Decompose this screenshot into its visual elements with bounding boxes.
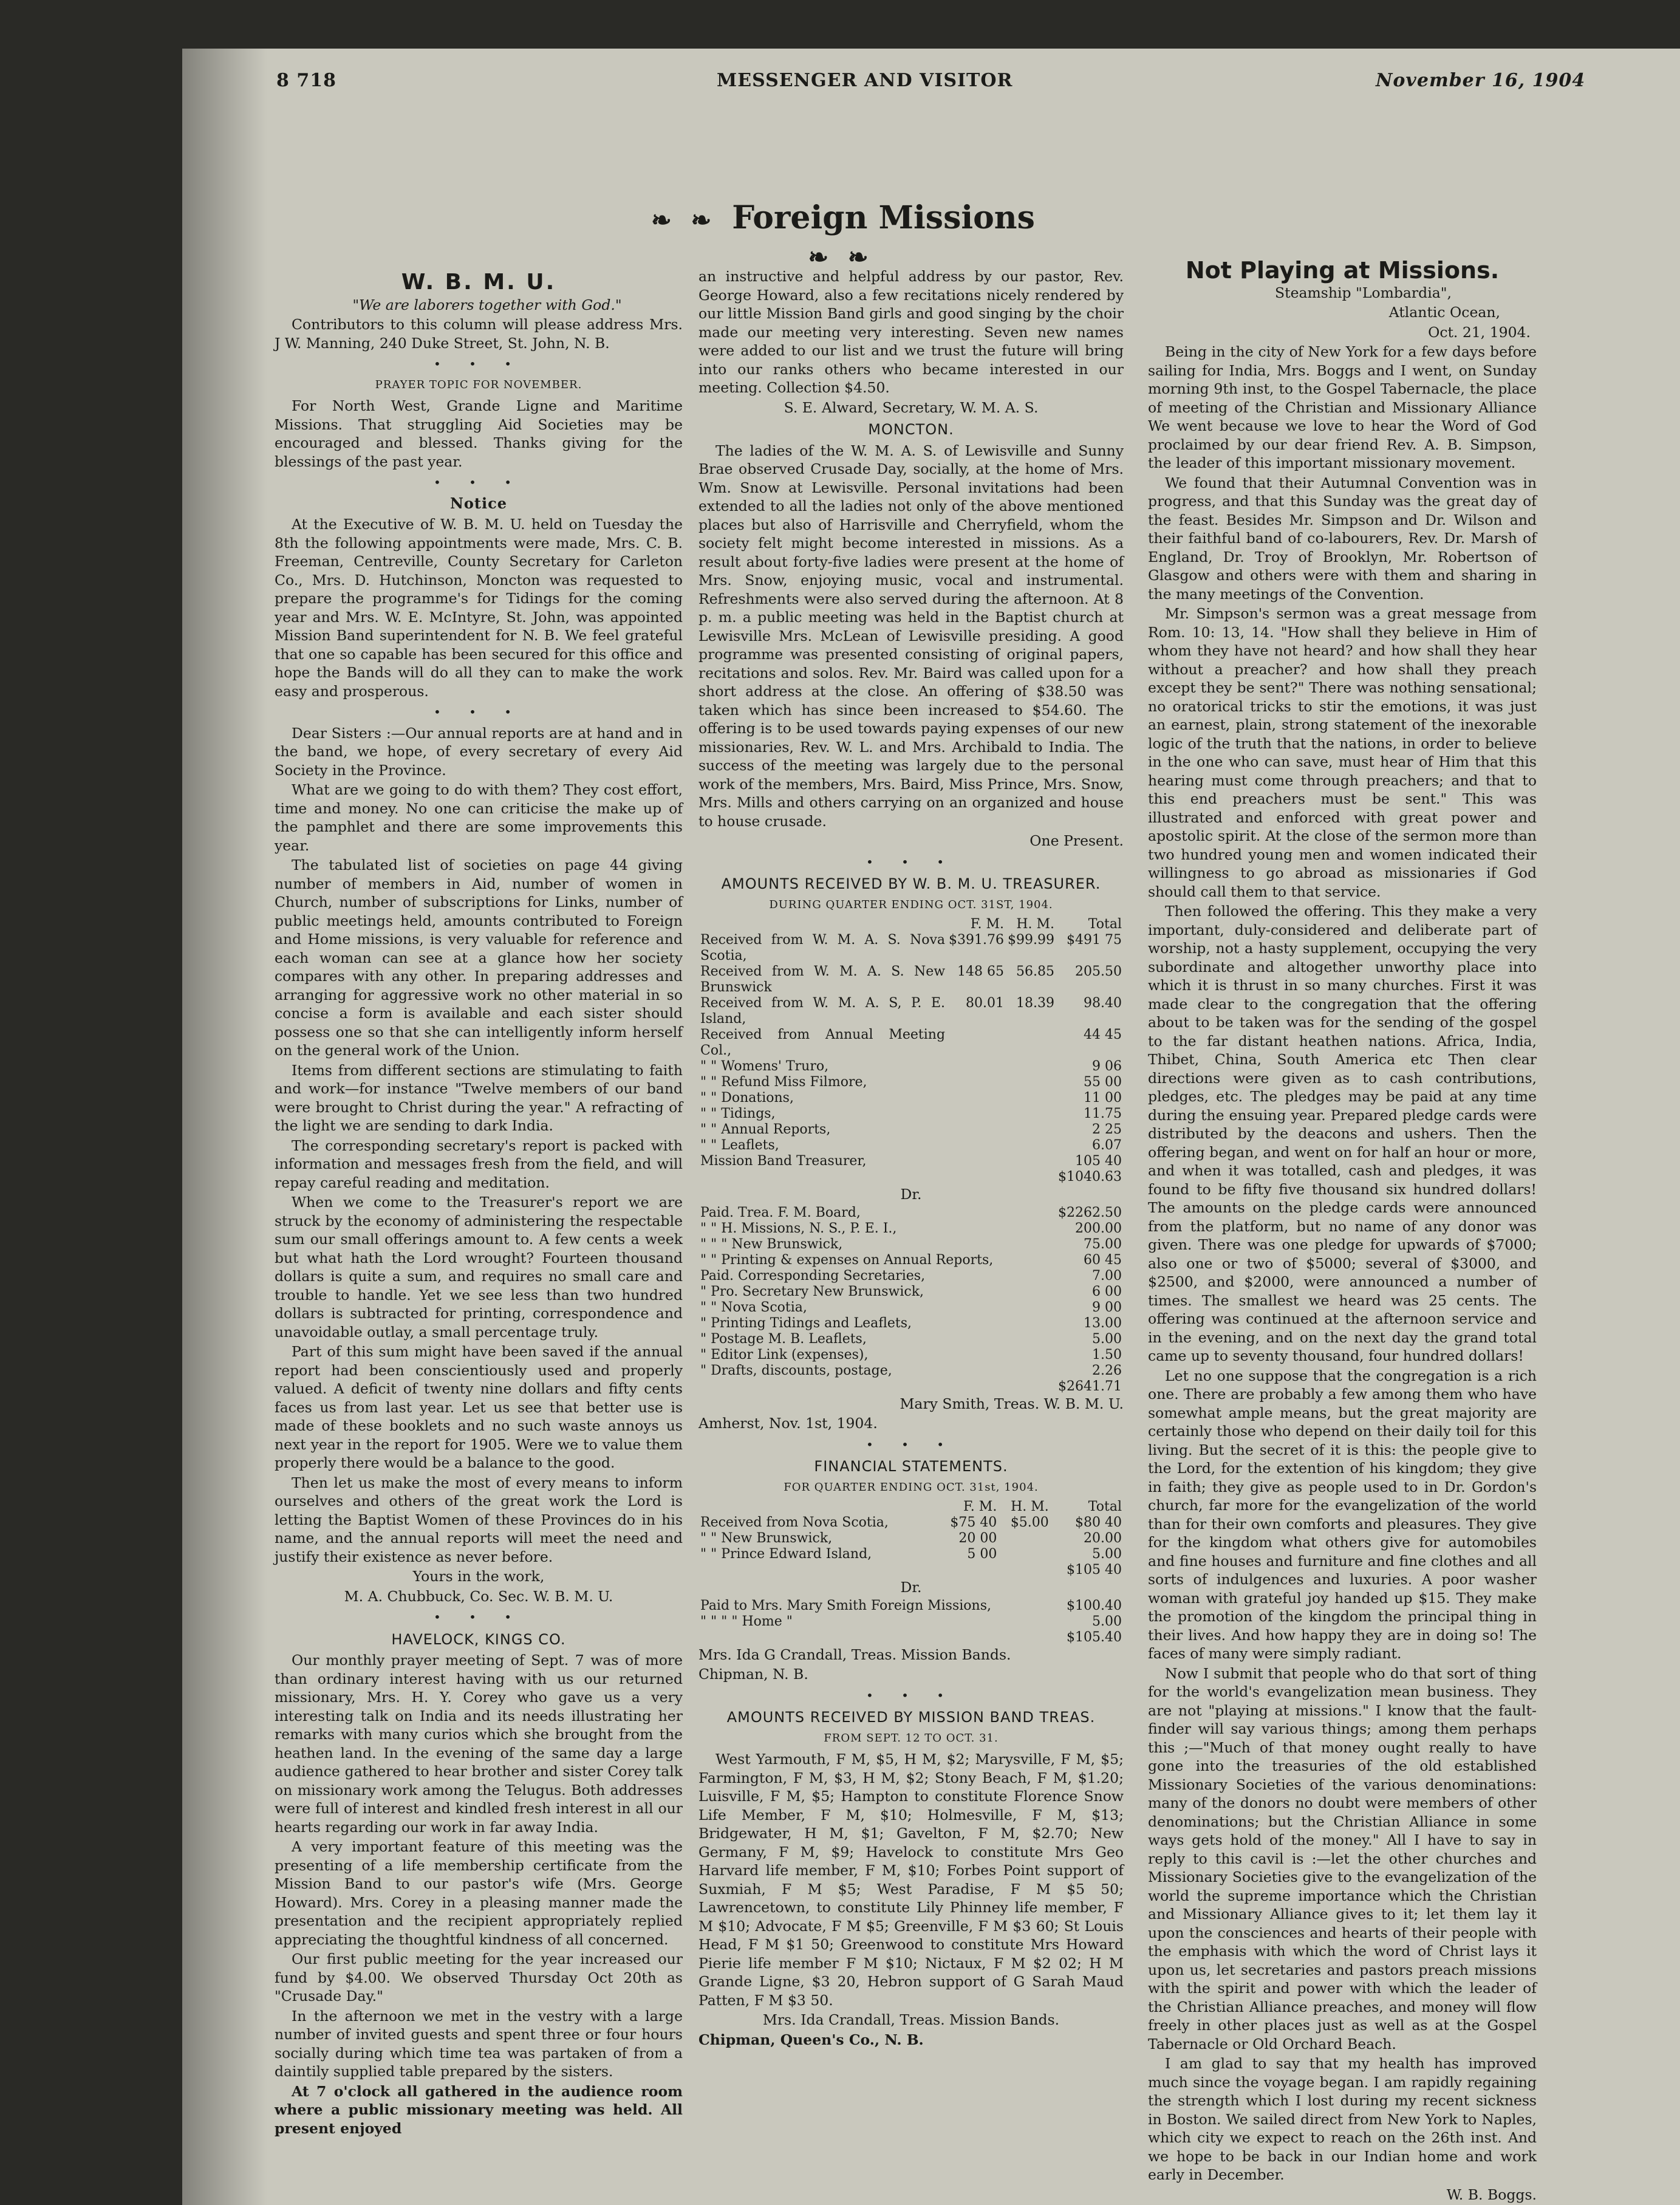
- table-row: [698, 1138, 1124, 1154]
- wbmu-paragraph: Dear Sisters :—Our annual reports are at hand and in the band, we hope, of every secretary of every Aid Society in the Province.: [275, 724, 683, 779]
- column-three: [1148, 257, 1537, 2205]
- column-header: H. M.: [1016, 917, 1055, 932]
- row-label: " Drafts, discounts, postage,: [700, 1362, 892, 1378]
- table-row: [698, 1598, 1124, 1614]
- financial-subtitle: FOR QUARTER ENDING OCT. 31st, 1904.: [784, 1480, 1039, 1494]
- amount-cell: [947, 1154, 1006, 1169]
- amount-cell: 5.00: [1092, 1547, 1122, 1562]
- ornament-icon: ❧: [848, 243, 869, 272]
- section-title: Foreign Missions: [732, 199, 1035, 236]
- table-total-row: [698, 1169, 1124, 1185]
- amount-cell: [1006, 1154, 1056, 1169]
- amount-cell: 11 00: [1084, 1090, 1122, 1106]
- article-paragraph: Let no one suppose that the congregation is a rich one. There are probably a few among them who have somewhat ample means, but the great majority are certainly those who depend on their daily toil for this living. But the secret of it is this: the people give to the Lord, for the extention of his kingdom; they give in faith; they give as people used to in Dr. Gordon's church, far more for the evangelization of the world than for their own comforts and pleasures. They give for the kingdom what others give for automobiles and fine houses and furniture and fine clothes and all sorts of indulgences and luxuries. A poor washer woman with grateful joy handed up $15. They make the promotion of the kingdom the principal thing in their lives. And how happy they are in doing so! The faces of many were simply radiant.: [1148, 1367, 1537, 1662]
- notice-heading: Notice: [449, 494, 508, 512]
- row-label: " Postage M. B. Leaflets,: [700, 1331, 867, 1347]
- amount-cell: 5.00: [1092, 1331, 1122, 1347]
- amount-cell: 105 40: [1075, 1154, 1122, 1169]
- row-label: " " Annual Reports,: [700, 1122, 831, 1137]
- ornament-icon: ❧: [651, 206, 672, 234]
- bands-title: AMOUNTS RECEIVED BY MISSION BAND TREAS.: [726, 1709, 1096, 1726]
- table-row: [698, 1614, 1124, 1630]
- amount-cell: $391.76: [949, 932, 1005, 948]
- moncton-title: MONCTON.: [868, 421, 954, 438]
- article-title: Not Playing at Missions.: [1185, 257, 1500, 284]
- table-row: [698, 996, 1124, 1027]
- amount-cell: [947, 1027, 1006, 1059]
- amount-cell: 2.26: [1092, 1362, 1122, 1378]
- page-number: 8 718: [276, 70, 336, 91]
- amount-cell: 9 00: [1092, 1299, 1122, 1315]
- table-row: [698, 1347, 1124, 1363]
- row-label: Paid. Corresponding Secretaries,: [700, 1268, 926, 1284]
- havelock-title: HAVELOCK, KINGS CO.: [391, 1630, 566, 1648]
- ornament-icon: ❧: [808, 243, 828, 272]
- amount-cell: 6.07: [1092, 1138, 1122, 1153]
- row-label: Received from W. M. A. S. New Brunswick: [700, 964, 946, 995]
- table-header-row: [698, 917, 1124, 932]
- table-row: [698, 1531, 1124, 1547]
- table-row: [698, 1300, 1124, 1316]
- table-row: [698, 1284, 1124, 1300]
- havelock-signature: S. E. Alward, Secretary, W. M. A. S.: [784, 398, 1039, 416]
- treasurer-place: Amherst, Nov. 1st, 1904.: [698, 1415, 878, 1432]
- wbmu-contrib: Contributors to this column will please address Mrs. J W. Manning, 240 Duke Street, St. John, N. B.: [275, 316, 683, 352]
- column-header: F. M.: [970, 917, 1005, 932]
- divider: • • •: [433, 475, 524, 490]
- amount-cell: 7.00: [1092, 1268, 1122, 1284]
- article-paragraph: Being in the city of New York for a few days before sailing for India, Mrs. Boggs and I went, on Sunday morning 9th inst, to the Gospel Tabernacle, the place of meeting of the Christian and Missionary Alliance We went because we love to hear the Word of God proclaimed by our dear friend Rev. A. B. Simpson, the leader of this important missionary movement.: [1148, 343, 1537, 471]
- table-row: [698, 964, 1124, 996]
- amount-cell: [1006, 1138, 1056, 1154]
- table-row: [698, 1268, 1124, 1284]
- amount-cell: 9 06: [1092, 1059, 1122, 1074]
- moncton-signature: One Present.: [1030, 832, 1124, 849]
- divider: • • •: [433, 705, 524, 719]
- amount-cell: 20.00: [1084, 1531, 1122, 1546]
- row-label: " " New Brunswick,: [700, 1531, 833, 1546]
- article-paragraph: We found that their Autumnal Convention was in progress, and that this Sunday was the great day of the feast. Besides Mr. Simpson and Dr. Wilson and their faithful band of co-labourers, Rev. Dr. Marsh of England, Dr. Troy of Brooklyn, Mr. Robertson of Glasgow and others were with them and sharing in the many meetings of the Convention.: [1148, 474, 1537, 603]
- table-row: [698, 1075, 1124, 1090]
- havelock-paragraph: At 7 o'clock all gathered in the audience room where a public missionary meeting was held. All present enjoyed: [275, 2082, 683, 2137]
- row-label: Received from Annual Meeting Col.,: [700, 1027, 946, 1058]
- article-paragraph: I am glad to say that my health has improved much since the voyage began. I am rapidly regaining the strength which I lost during my recent sickness in Boston. We sailed direct from New York to Naples, which city we expect to reach on the 26th inst. And we hope to be back in our Indian home and work early in December.: [1148, 2055, 1537, 2183]
- amount-cell: 80.01: [966, 996, 1005, 1011]
- amount-cell: 55 00: [1084, 1075, 1122, 1090]
- row-label: " Editor Link (expenses),: [700, 1347, 869, 1362]
- amount-cell: [947, 1106, 1006, 1122]
- article-signature: W. B. Boggs.: [1446, 2186, 1537, 2203]
- table-row: [698, 1363, 1124, 1379]
- notice-text: At the Executive of W. B. M. U. held on Tuesday the 8th the following appointments were made, Mrs. C. B. Freeman, Centreville, County Secretary for Carleton Co., Mrs. D. Hutchinson, Moncton was requested to prepare the programme's for Tidings for the coming year and Mrs. W. E. McIntyre, St. John, was appointed Mission Band superintendent for N. B. We feel grateful that one so capable has been secured for this office and hope the Bands will do all they can to make the work easy and prosperous.: [275, 516, 683, 700]
- financial-payments-table: [698, 1598, 1124, 1646]
- amount-cell: [947, 1075, 1006, 1090]
- treasurer-title: AMOUNTS RECEIVED BY W. B. M. U. TREASURER.: [721, 875, 1101, 892]
- amount-cell: [1006, 1122, 1056, 1138]
- amount-cell: [1006, 1075, 1056, 1090]
- table-row: [698, 1237, 1124, 1253]
- table-row: [698, 932, 1124, 964]
- table-row: [698, 1154, 1124, 1169]
- dateline: Atlantic Ocean,: [1388, 304, 1500, 321]
- havelock-continued: an instructive and helpful address by our pastor, Rev. George Howard, also a few recitations nicely rendered by our little Mission Band girls and good singing by the choir made our meeting very interesting. Seven new names were added to our list and we trust the future will bring into our ranks others who became interested in our meeting. Collection $4.50.: [698, 268, 1124, 396]
- treasurer-receipts-table: [698, 917, 1124, 1185]
- divider: • • •: [433, 1610, 524, 1624]
- table-row: [698, 1059, 1124, 1075]
- row-label: " " Leaflets,: [700, 1138, 779, 1153]
- amount-cell: [999, 1547, 1050, 1562]
- wbmu-paragraph: Then let us make the most of every means to inform ourselves and others of the great work the Lord is letting the Baptist Women of these Provinces do in his name, and the annual reports will meet the need and justify their existence as never before.: [275, 1474, 683, 1565]
- amount-cell: $2262.50: [1058, 1205, 1122, 1220]
- amount-cell: $75 40: [950, 1515, 997, 1530]
- column-header: F. M.: [963, 1499, 997, 1514]
- amount-cell: 205.50: [1075, 964, 1122, 979]
- bands-list: West Yarmouth, F M, $5, H M, $2; Marysville, F M, $5; Farmington, F M, $3, H M, $2; Stony Beach, F M, $1.20; Luisville, F M, $5; Hampton to constitute Florence Snow Life Member, F M, $10; Holmesville, F M, $13; Bridgewater, H M, $1; Gavelton, F M, $2.70; New Germany, F M, $9; Havelock to constitute Mrs Geo Harvard life member, F M, $10; Forbes Point support of Suxmiah, F M $5; West Paradise, F M $5 50; Lawrencetown, to constitute Lily Phinney life member, F M $10; Advocate, F M $5; Greenville, F M $3 60; St Louis Head, F M $1 50; Greenwood to constitute Mrs Howard Pierie life member F M $10; Nictaux, F M $2 02; H M Grande Ligne, $3 20, Hebron support of G Sarah Maud Patten, F M $3 50.: [698, 1751, 1124, 2009]
- amount-cell: $100.40: [1067, 1598, 1122, 1613]
- amount-cell: 56.85: [1016, 964, 1055, 979]
- amount-cell: 1.50: [1092, 1347, 1122, 1362]
- table-row: [698, 1106, 1124, 1122]
- table-total-row: [698, 1379, 1124, 1395]
- wbmu-signoff: Yours in the work,: [412, 1568, 545, 1585]
- row-label: " Printing Tidings and Leaflets,: [700, 1315, 912, 1331]
- divider: • • •: [866, 1687, 957, 1703]
- amount-cell: 200.00: [1075, 1220, 1122, 1236]
- row-label: " " Printing & expenses on Annual Reports,: [700, 1252, 994, 1268]
- amount-cell: 44 45: [1084, 1027, 1122, 1042]
- bands-place: Chipman, Queen's Co., N. B.: [698, 2031, 924, 2048]
- wbmu-paragraph: When we come to the Treasurer's report we are struck by the economy of administering the respectable sum our small offerings amount to. A few cents a week but what hath the Lord wrought? Fourteen thousand dollars is quite a sum, and requires no small care and trouble to handle. Yet we see less than two hundred dollars is subtracted for printing, correspondence and unavoidable outlay, a small percentage truly.: [275, 1194, 683, 1341]
- row-label: Mission Band Treasurer,: [700, 1154, 867, 1169]
- wbmu-paragraph: What are we going to do with them? They cost effort, time and money. No one can criticise the make up of the pamphlet and there are some improvements this year.: [275, 781, 683, 854]
- table-row: [698, 1332, 1124, 1347]
- row-label: " " Nova Scotia,: [700, 1299, 807, 1315]
- bands-signature: Mrs. Ida Crandall, Treas. Mission Bands.: [762, 2011, 1060, 2028]
- amount-cell: [947, 1138, 1006, 1154]
- row-label: " " Tidings,: [700, 1106, 776, 1121]
- amount-cell: [947, 1059, 1006, 1075]
- row-label: " " Refund Miss Filmore,: [700, 1075, 867, 1090]
- financial-receipts-table: [698, 1499, 1124, 1578]
- row-label: Received from Nova Scotia,: [700, 1515, 889, 1530]
- article-paragraph: Now I submit that people who do that sort of thing for the world's evangelization mean business. They are not "playing at missions." I know that the fault-finder will say various things; among them perhaps this ;—"Much of that money ought really to have gone into the treasuries of the old established Missionary Societies of the various denominations: many of the donors no doubt were members of other denominations; but the Christian Alliance in some ways gets hold of the money." All I have to say in reply to this cavil is :—let the other churches and Missionary Societies give to the evangelization of the world the supreme importance which the Christian and Missionary Alliance gives to it; let them lay it upon the consciences and hearts of their people with the emphasis with which the word of Christ lays it upon us, let secretaries and pastors preach missions with the spirit and power with which the leader of the Christian Alliance preaches, and money will flow freely in other places just as well as at the Gospel Tabernacle or Old Orchard Beach.: [1148, 1664, 1537, 2053]
- total-cell: $2641.71: [1058, 1378, 1122, 1394]
- havelock-paragraph: Our monthly prayer meeting of Sept. 7 was of more than ordinary interest having with us our returned missionary, Mrs. H. Y. Corey who gave us a very interesting talk on India and its needs illustrating her remarks with many curios which she brought from the heathen land. In the evening of the same day a large audience gathered to hear brother and sister Corey talk on missionary work among the Telugus. Both addresses were full of interest and kindled fresh interest in all our hearts regarding our work in far away India.: [275, 1652, 683, 1836]
- amount-cell: 148 65: [957, 964, 1005, 979]
- table-header-row: [698, 1499, 1124, 1515]
- moncton-paragraph: The ladies of the W. M. A. S. of Lewisville and Sunny Brae observed Crusade Day, socially, at the home of Mrs. Wm. Snow at Lewisville. Personal invitations had been extended to all the ladies not only of the above mentioned places but also of Harrisville and Cherryfield, whom the society felt might become interested in missions. As a result about forty-five ladies were present at the home of Mrs. Snow, enjoying music, vocal and instrumental. Refreshments were also served during the afternoon. At 8 p. m. a public meeting was held in the Baptist church at Lewisville Mrs. McLean of Lewisville presiding. A good programme was presented consisting of original papers, recitations and solos. Rev. Mr. Baird was called upon for a short address at the close. An offering of $38.50 was taken which has since been increased to $54.60. The offering is to be used towards paying expenses of our new missionaries, Rev. W. L. and Mrs. Archibald to India. The success of the meeting was largely due to the personal work of the members, Mrs. Baird, Miss Prince, Mrs. Snow, Mrs. Mills and others carrying on an organized and house to house crusade.: [698, 442, 1124, 830]
- issue-date: November 16, 1904: [1376, 70, 1586, 91]
- amount-cell: 5 00: [967, 1547, 997, 1562]
- table-row: [698, 1090, 1124, 1106]
- column-header: Total: [1088, 917, 1122, 932]
- bands-subtitle: FROM SEPT. 12 TO OCT. 31.: [824, 1731, 999, 1745]
- total-cell: $105.40: [1067, 1629, 1122, 1645]
- table-row: [698, 1515, 1124, 1531]
- wbmu-motto: "We are laborers together with God.": [352, 296, 622, 313]
- table-row: [698, 1122, 1124, 1138]
- dateline: Oct. 21, 1904.: [1428, 323, 1531, 341]
- article-paragraph: Then followed the offering. This they make a very important, duly-considered and deliberate part of worship, not a hasty supplement, occupying the very subordinate and altogether unworthy place into which it is thrust in so many churches. First it was made clear to the congregation that the offering about to be taken was for the sending of the gospel to the far distant heathen nations. Africa, India, Thibet, China, South America etc Then clear directions were given as to cash contributions, pledges, etc. The pledges may be paid at any time during the ensuing year. Prepared pledge cards were distributed by the deacons and ushers. Then the offering began, and went on for half an hour or more, and when it was totalled, cash and pledges, it was found to be fifty five thousand six hundred dollars! The amounts on the pledge cards were announced from the platform, but no name of any donor was given. There was one pledge for upwards of $7000; also one or two of $5000; several of $3000, and $2500, and $2000, were announced a number of times. The smallest we heard was 25 cents. The offering was continued at the afternoon service and in the evening, and on the next day the grand total came up to seventy thousand, four hundred dollars!: [1148, 903, 1537, 1364]
- row-label: Received from W. M. A. S, P. E. Island,: [700, 996, 946, 1027]
- divider: • • •: [866, 1437, 957, 1452]
- row-label: Paid to Mrs. Mary Smith Foreign Missions,: [700, 1598, 991, 1613]
- masthead: MESSENGER AND VISITOR: [717, 70, 1013, 91]
- financial-signature: Mrs. Ida G Crandall, Treas. Mission Bands.: [698, 1646, 1011, 1663]
- row-label: " " Donations,: [700, 1090, 794, 1106]
- dr-label: Dr.: [900, 1186, 922, 1203]
- amount-cell: 5.00: [1092, 1613, 1122, 1629]
- total-cell: $105 40: [1067, 1562, 1122, 1578]
- row-label: " " " New Brunswick,: [700, 1236, 843, 1252]
- amount-cell: [1006, 1106, 1056, 1122]
- ornament-icon: ❧: [691, 206, 712, 234]
- wbmu-signature: M. A. Chubbuck, Co. Sec. W. B. M. U.: [344, 1587, 613, 1605]
- amount-cell: $99.99: [1008, 932, 1055, 948]
- wbmu-paragraph: Part of this sum might have been saved if the annual report had been conscientiously used and properly valued. A deficit of twenty nine dollars and fifty cents faces us from last year. Let us see that better use is made of these booklets and no such waste annoys us next year in the report for 1905. Were we to value them properly there would be a balance to the good.: [275, 1343, 683, 1471]
- amount-cell: $5.00: [1010, 1515, 1049, 1530]
- column-one: [275, 261, 683, 2139]
- amount-cell: 75.00: [1084, 1236, 1122, 1252]
- table-total-row: [698, 1562, 1124, 1578]
- row-label: " " Womens' Truro,: [700, 1059, 829, 1074]
- amount-cell: 60 45: [1084, 1252, 1122, 1268]
- prayer-text: For North West, Grande Ligne and Maritime Missions. That struggling Aid Societies may be encouraged and blessed. Thanks giving for the blessings of the past year.: [275, 397, 683, 470]
- amount-cell: $80 40: [1075, 1515, 1122, 1530]
- total-cell: $1040.63: [1058, 1169, 1122, 1185]
- row-label: " " Prince Edward Island,: [700, 1547, 872, 1562]
- prayer-heading: PRAYER TOPIC FOR NOVEMBER.: [375, 378, 582, 391]
- row-label: Paid. Trea. F. M. Board,: [700, 1205, 861, 1220]
- table-row: [698, 1027, 1124, 1059]
- row-label: " " H. Missions, N. S., P. E. I.,: [700, 1220, 897, 1236]
- treasurer-signature: Mary Smith, Treas. W. B. M. U.: [900, 1395, 1124, 1412]
- amount-cell: 18.39: [1016, 996, 1055, 1011]
- wbmu-paragraph: Items from different sections are stimulating to faith and work—for instance "Twelve members of our band were brought to Christ during the year." A refracting of the light we are sending to dark India.: [275, 1061, 683, 1134]
- row-label: " " " " Home ": [700, 1613, 793, 1629]
- column-header: H. M.: [1011, 1499, 1049, 1514]
- treasurer-payments-table: [698, 1205, 1124, 1395]
- table-row: [698, 1316, 1124, 1332]
- divider: • • •: [433, 357, 524, 371]
- wbmu-paragraph: The tabulated list of societies on page 44 giving number of members in Aid, number of women in Church, number of subscriptions for Links, number of public meetings held, amounts contributed to Foreign and Home missions, is very valuable for reference and each woman can see at a glance how her society compares with any other. In preparing addresses and arranging for aggressive work no other material in so concise a form is available and each sister should possess one so that she can intelligently inform herself on the general work of the Union.: [275, 856, 683, 1059]
- column-two: [698, 267, 1124, 2050]
- table-row: [698, 1221, 1124, 1237]
- article-paragraph: Mr. Simpson's sermon was a great message from Rom. 10: 13, 14. "How shall they believe in Him of whom they have not heard? and how shall they hear without a preacher? and how shall they preach except they be sent?" There was nothing sensational; no oratorical tricks to stir the emotions, it was just an earnest, plain, strong statement of the inexorable logic of the truth that the nations, in order to believe in the one who can save, must hear of Him that this hearing must come through preachers; and that to this end preachers must be sent." This was illustrated and enforced with great power and apostolic spirit. At the close of the sermon more than two hundred young men and women indicated their willingness to go abroad as missionaries if God should call them to that service.: [1148, 605, 1537, 900]
- row-label: " Pro. Secretary New Brunswick,: [700, 1284, 924, 1299]
- table-row: [698, 1253, 1124, 1268]
- amount-cell: [1006, 1059, 1056, 1075]
- amount-cell: 6 00: [1092, 1284, 1122, 1299]
- financial-place: Chipman, N. B.: [698, 1666, 808, 1683]
- table-total-row: [698, 1630, 1124, 1646]
- havelock-paragraph: A very important feature of this meeting was the presenting of a life membership certificate from the Mission Band to our pastor's wife (Mrs. George Howard). Mrs. Corey in a pleasing manner made the presentation and the recipient appropriately replied appreciating the thoughtful kindness of all concerned.: [275, 1838, 683, 1948]
- column-header: Total: [1088, 1499, 1122, 1514]
- amount-cell: [1006, 1027, 1056, 1059]
- wbmu-title: W. B. M. U.: [401, 270, 556, 295]
- amount-cell: [947, 1090, 1006, 1106]
- table-row: [698, 1547, 1124, 1562]
- wbmu-paragraph: The corresponding secretary's report is packed with information and messages fresh from the field, and will repay careful reading and meditation.: [275, 1137, 683, 1191]
- havelock-paragraph: Our first public meeting for the year increased our fund by $4.00. We observed Thursday Oct 20th as "Crusade Day.": [275, 1950, 683, 2005]
- amount-cell: 13.00: [1084, 1315, 1122, 1331]
- amount-cell: 2 25: [1092, 1122, 1122, 1137]
- amount-cell: 20 00: [958, 1531, 997, 1546]
- amount-cell: [999, 1531, 1050, 1547]
- amount-cell: 98.40: [1084, 996, 1122, 1011]
- dateline: Steamship "Lombardia",: [1275, 284, 1452, 301]
- amount-cell: 11.75: [1084, 1106, 1122, 1121]
- amount-cell: [947, 1122, 1006, 1138]
- amount-cell: $491 75: [1067, 932, 1122, 948]
- financial-title: FINANCIAL STATEMENTS.: [814, 1458, 1008, 1475]
- divider: • • •: [866, 854, 957, 869]
- havelock-paragraph: In the afternoon we met in the vestry with a large number of invited guests and spent three or four hours socially during which time tea was partaken of from a daintily supplied table prepared by the sisters.: [275, 2007, 683, 2080]
- row-label: Received from W. M. A. S. Nova Scotia,: [700, 932, 946, 963]
- table-row: [698, 1205, 1124, 1221]
- dr-label: Dr.: [900, 1579, 922, 1596]
- treasurer-subtitle: DURING QUARTER ENDING OCT. 31ST, 1904.: [769, 898, 1053, 911]
- amount-cell: [1006, 1090, 1056, 1106]
